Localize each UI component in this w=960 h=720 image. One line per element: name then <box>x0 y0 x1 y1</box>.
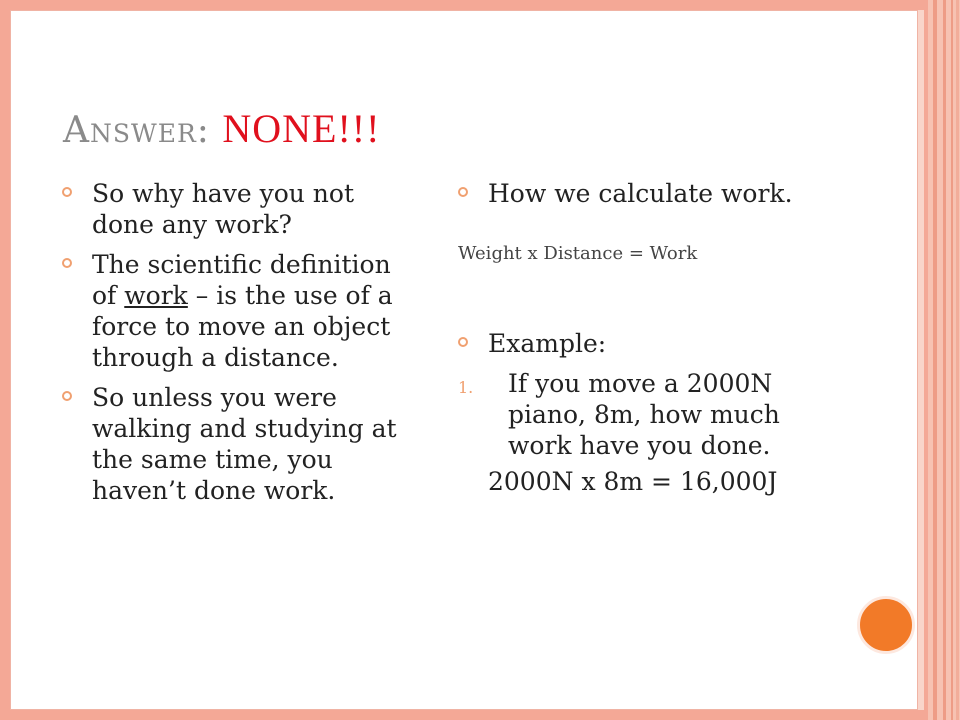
left-column <box>62 178 422 515</box>
formula-text: Weight x Distance = Work <box>458 243 698 264</box>
bullet-text: So why have you not done any work? <box>92 179 354 239</box>
bullet-icon <box>458 187 468 197</box>
underlined-term: work <box>124 281 188 310</box>
numbered-item <box>458 368 838 461</box>
bullet-icon <box>62 187 72 197</box>
bullet-icon <box>62 391 72 401</box>
bullet-text: So unless you were walking and studying at the same time, you haven’t done work. <box>92 383 397 505</box>
bullet-text-post: – is the use of a force to move an object through a distance. <box>92 281 393 372</box>
bullet-item <box>62 382 422 506</box>
title-emphasis: NONE!!! <box>222 106 381 151</box>
slide-title <box>63 105 380 152</box>
bullet-item <box>458 328 838 359</box>
bullet-icon <box>62 258 72 268</box>
item-number: 1. <box>458 378 474 397</box>
bullet-text: How we calculate work. <box>488 179 793 208</box>
item-text: If you move a 2000N piano, 8m, how much work have you done. <box>508 369 780 460</box>
decor-stripe <box>943 0 946 720</box>
bullet-item <box>62 178 422 240</box>
result-text: 2000N x 8m = 16,000J <box>488 467 778 496</box>
bullet-text: Example: <box>488 329 607 358</box>
decor-stripe <box>933 0 937 720</box>
bullet-item <box>62 249 422 373</box>
decor-stripe <box>956 0 959 720</box>
panel-rule <box>918 10 924 710</box>
bullet-icon <box>458 337 468 347</box>
decor-circle-icon <box>857 596 915 654</box>
bullet-item <box>458 178 838 209</box>
bullet-text-pre: The scientific definition of <box>92 250 391 310</box>
title-lead: Answer: <box>63 110 210 151</box>
right-column <box>458 178 838 496</box>
decor-stripe <box>951 0 953 720</box>
